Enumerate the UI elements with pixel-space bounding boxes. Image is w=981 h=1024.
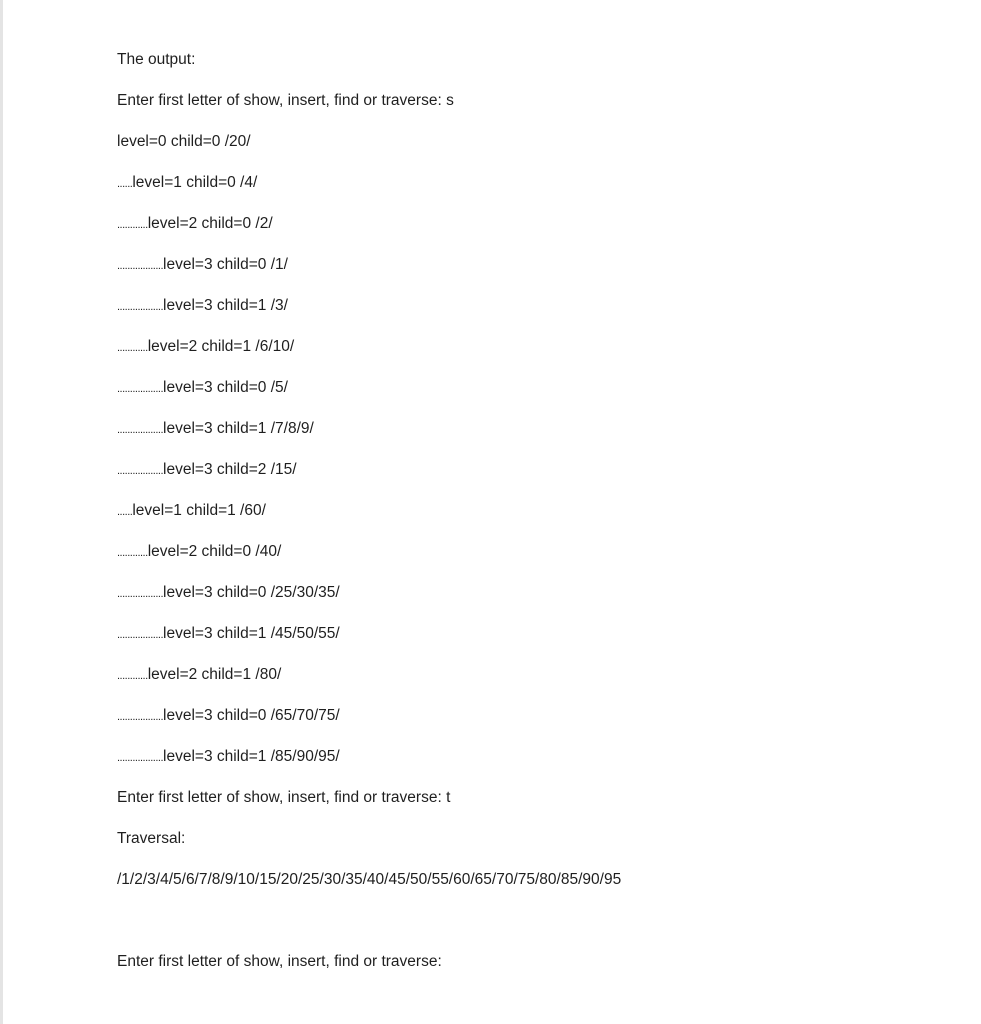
tree-line-text: level=2 child=1 /80/ bbox=[147, 666, 282, 683]
tree-line bbox=[117, 705, 957, 746]
tree-line bbox=[117, 172, 957, 213]
indent-dots: .................. bbox=[117, 383, 164, 395]
tree-line bbox=[117, 418, 957, 459]
indent-dots: .................. bbox=[117, 711, 164, 723]
indent-dots: .................. bbox=[117, 260, 164, 272]
tree-line bbox=[117, 336, 957, 377]
indent-dots: .................. bbox=[117, 629, 164, 641]
indent-dots: ............ bbox=[117, 547, 148, 559]
tree-line bbox=[117, 746, 957, 787]
document-body bbox=[117, 49, 957, 992]
prompt-show-line: Enter first letter of show, insert, find or traverse: s bbox=[117, 92, 454, 109]
page-edge bbox=[0, 0, 3, 1024]
tree-line bbox=[117, 623, 957, 664]
indent-dots: ............ bbox=[117, 219, 148, 231]
tree-line bbox=[117, 377, 957, 418]
output-heading: The output: bbox=[117, 51, 196, 68]
tree-line-text: level=3 child=1 /3/ bbox=[163, 297, 288, 314]
tree-line bbox=[117, 541, 957, 582]
tree-line-text: level=2 child=0 /40/ bbox=[147, 543, 282, 560]
tree-line-text: level=3 child=1 /85/90/95/ bbox=[163, 748, 340, 765]
tree-line-text: level=3 child=0 /25/30/35/ bbox=[163, 584, 340, 601]
tree-line-text: level=3 child=2 /15/ bbox=[163, 461, 297, 478]
tree-line-text: level=2 child=0 /2/ bbox=[147, 215, 273, 232]
tree-line bbox=[117, 254, 957, 295]
tree-line-text: level=3 child=0 /1/ bbox=[163, 256, 288, 273]
traversal-label: Traversal: bbox=[117, 830, 186, 847]
tree-line bbox=[117, 582, 957, 623]
traversal-result: /1/2/3/4/5/6/7/8/9/10/15/20/25/30/35/40/45/50/55/60/65/70/75/80/85/90/95 bbox=[117, 871, 622, 888]
tree-line-text: level=3 child=1 /7/8/9/ bbox=[163, 420, 314, 437]
prompt-traverse-line: Enter first letter of show, insert, find or traverse: t bbox=[117, 789, 451, 806]
tree-line-text: level=2 child=1 /6/10/ bbox=[147, 338, 295, 355]
tree-line bbox=[117, 664, 957, 705]
tree-line-text: level=3 child=0 /5/ bbox=[163, 379, 288, 396]
tree-line-text: level=0 child=0 /20/ bbox=[117, 133, 251, 150]
indent-dots: ...... bbox=[117, 178, 133, 190]
indent-dots: ............ bbox=[117, 670, 148, 682]
indent-dots: .................. bbox=[117, 424, 164, 436]
tree-line-text: level=3 child=1 /45/50/55/ bbox=[163, 625, 340, 642]
tree-line bbox=[117, 131, 957, 172]
indent-dots: ...... bbox=[117, 506, 133, 518]
indent-dots: .................. bbox=[117, 588, 164, 600]
indent-dots: .................. bbox=[117, 465, 164, 477]
tree-line bbox=[117, 500, 957, 541]
indent-dots: .................. bbox=[117, 301, 164, 313]
tree-line bbox=[117, 295, 957, 336]
tree-line bbox=[117, 459, 957, 500]
tree-line-text: level=3 child=0 /65/70/75/ bbox=[163, 707, 340, 724]
blank-line bbox=[117, 910, 957, 951]
prompt-final-line: Enter first letter of show, insert, find or traverse: bbox=[117, 953, 442, 970]
indent-dots: ............ bbox=[117, 342, 148, 354]
tree-line-text: level=1 child=0 /4/ bbox=[132, 174, 258, 191]
tree-line bbox=[117, 213, 957, 254]
indent-dots: .................. bbox=[117, 752, 164, 764]
tree-line-text: level=1 child=1 /60/ bbox=[132, 502, 266, 519]
